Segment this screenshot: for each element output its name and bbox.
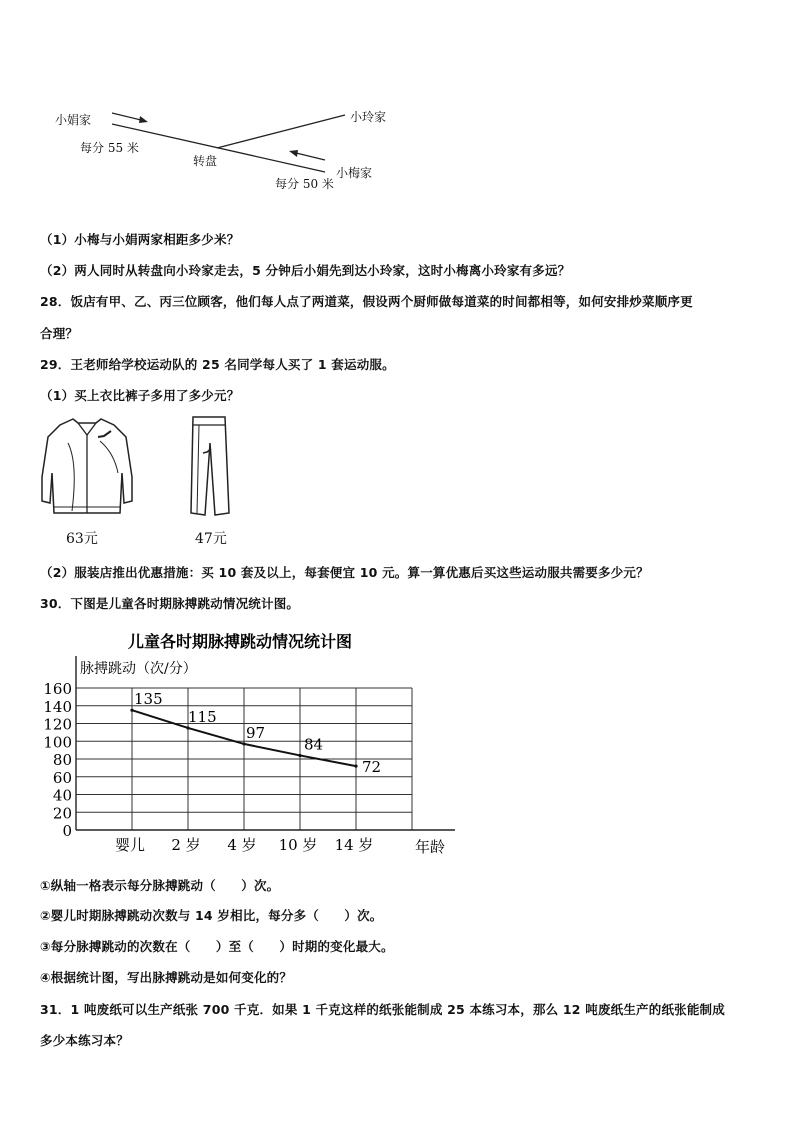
q30-stem: 30．下图是儿童各时期脉搏跳动情况统计图。 <box>40 596 300 611</box>
q27-sub1: （1）小梅与小娟两家相距多少米？ <box>40 232 240 247</box>
data-point <box>186 726 189 729</box>
q28-line1: 28．饭店有甲、乙、丙三位顾客，他们每人点了两道菜，假设两个厨师做每道菜的时间都相等，如何安排炒菜顺序更 <box>40 294 693 309</box>
data-point <box>298 754 301 757</box>
chart-y-axis-label: 脉搏跳动（次/分） <box>80 661 197 677</box>
y-tick-label: 100 <box>43 733 72 752</box>
x-tick-label: 婴儿 <box>114 836 146 854</box>
jacket-icon <box>38 413 138 521</box>
data-label: 72 <box>362 758 382 777</box>
label-turntable: 转盘 <box>193 154 218 168</box>
data-point <box>354 765 357 768</box>
y-tick-label: 40 <box>52 786 72 805</box>
data-point <box>242 742 245 745</box>
chart-title: 儿童各时期脉搏跳动情况统计图 <box>127 632 353 651</box>
y-tick-label: 80 <box>52 751 72 769</box>
pulse-line-chart <box>0 620 794 865</box>
q31-line2: 多少本练习本？ <box>40 1033 129 1048</box>
road-turntable-xiaoling <box>217 115 345 148</box>
pants-price: 47元 <box>195 531 227 547</box>
label-xiaoling-home: 小玲家 <box>350 110 387 124</box>
x-tick-label: 14 岁 <box>334 836 374 854</box>
q27-sub2: （2）两人同时从转盘向小玲家走去，5 分钟后小娟先到达小玲家，这时小梅离小玲家有多远？ <box>40 263 571 278</box>
q28-line2: 合理？ <box>40 326 79 341</box>
y-tick-label: 60 <box>52 768 72 787</box>
label-speed-xiaojuan: 每分 55 米 <box>80 141 139 155</box>
arrow-right-icon <box>112 113 148 123</box>
chart-x-axis-label: 年龄 <box>414 838 446 856</box>
jacket-price: 63元 <box>66 531 98 547</box>
q30-sub1: ①纵轴一格表示每分脉搏跳动（ ）次。 <box>40 878 280 893</box>
route-diagram-lines <box>0 0 794 200</box>
y-tick-label: 0 <box>62 822 72 840</box>
data-label: 84 <box>304 735 324 754</box>
y-tick-label: 20 <box>52 804 72 823</box>
x-tick-label: 10 岁 <box>278 836 318 854</box>
x-tick-label: 2 岁 <box>171 836 201 854</box>
q29-sub1: （1）买上衣比裤子多用了多少元？ <box>40 388 240 403</box>
data-label: 135 <box>134 690 163 709</box>
y-tick-label: 120 <box>43 715 72 734</box>
q31-line1: 31．1 吨废纸可以生产纸张 700 千克．如果 1 千克这样的纸张能制成 25 本练习本，那么 12 吨废纸生产的纸张能制成 <box>40 1002 725 1017</box>
arrow-left-icon <box>289 150 325 160</box>
q30-sub3: ③每分脉搏跳动的次数在（ ）至（ ）时期的变化最大。 <box>40 939 394 954</box>
data-label: 97 <box>246 723 266 742</box>
q30-sub4: ④根据统计图，写出脉搏跳动是如何变化的？ <box>40 970 293 985</box>
y-tick-label: 160 <box>43 680 72 698</box>
label-xiaomei-home: 小梅家 <box>336 166 373 180</box>
q30-sub2: ②婴儿时期脉搏跳动次数与 14 岁相比，每分多（ ）次。 <box>40 908 383 923</box>
q29-stem: 29．王老师给学校运动队的 25 名同学每人买了 1 套运动服。 <box>40 357 395 372</box>
data-label: 115 <box>188 707 217 726</box>
q29-sub2: （2）服装店推出优惠措施：买 10 套及以上，每套便宜 10 元。算一算优惠后买这些运动服共需要多少元？ <box>40 565 649 580</box>
label-xiaojuan-home: 小娟家 <box>55 113 92 127</box>
y-tick-label: 140 <box>43 697 72 716</box>
x-tick-label: 4 岁 <box>227 836 257 854</box>
pants-icon <box>185 413 235 521</box>
data-point <box>130 709 133 712</box>
label-speed-xiaomei: 每分 50 米 <box>275 177 334 191</box>
